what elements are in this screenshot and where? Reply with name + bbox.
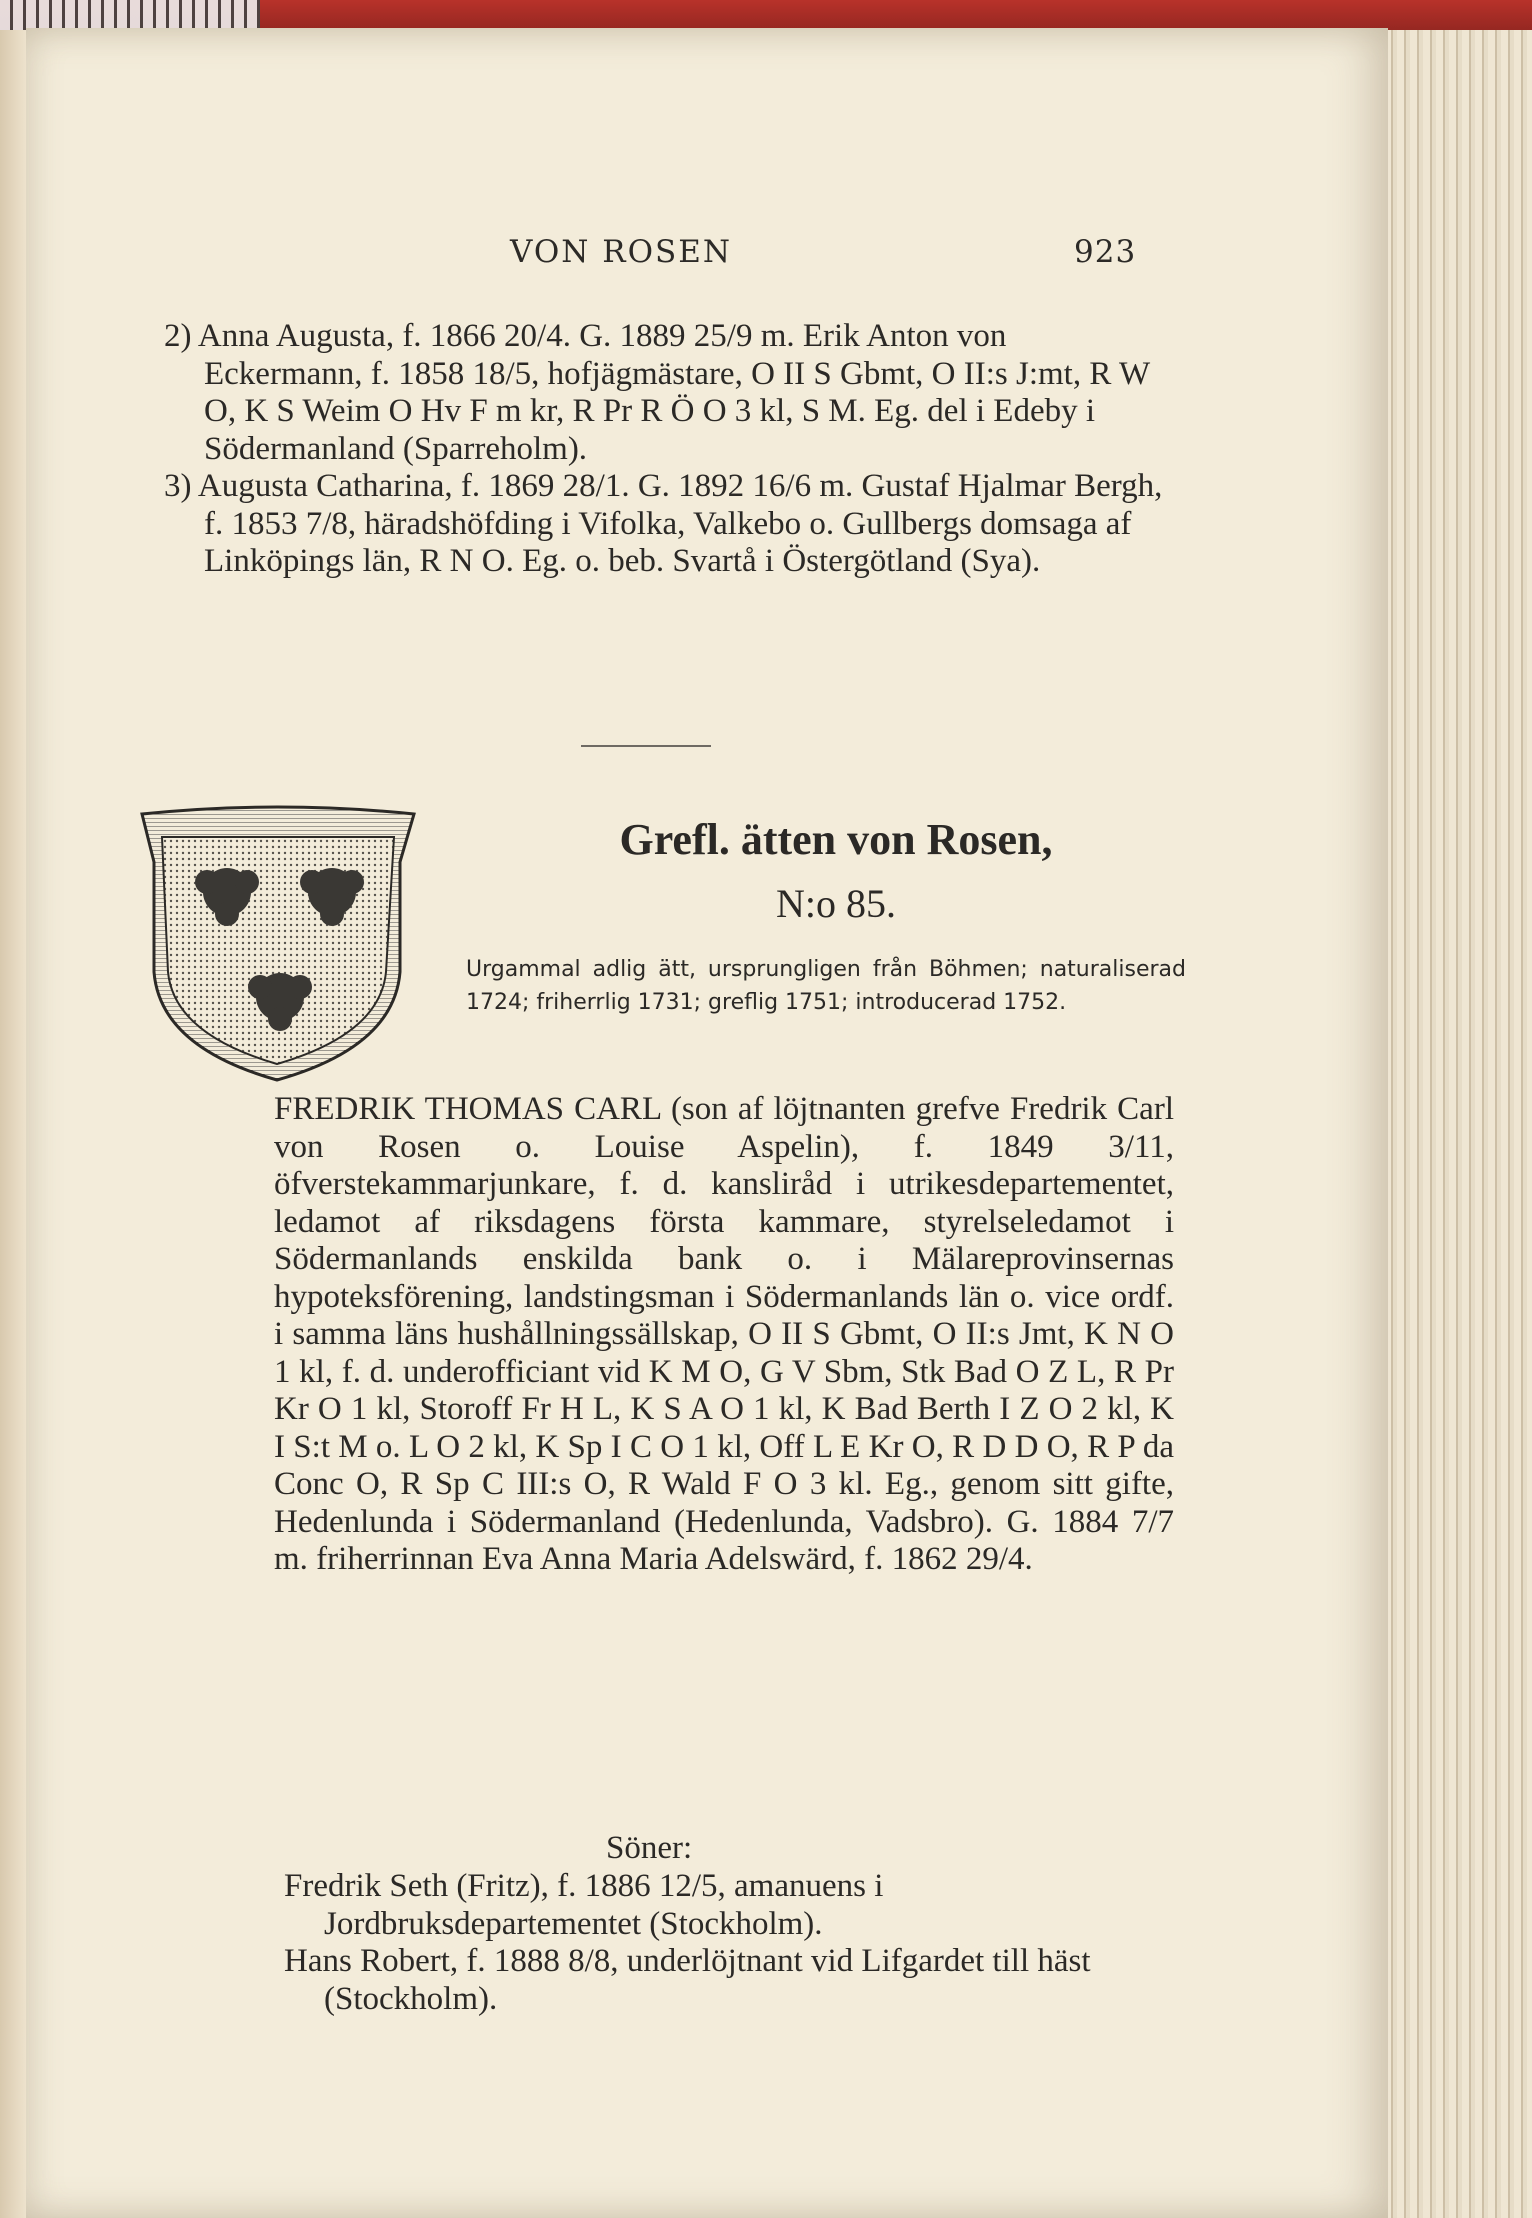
family-description: Urgammal adlig ätt, ursprungligen från Böhmen; naturaliserad 1724; friherrlig 1731; greflig 1751; introducerad 1752. — [466, 957, 1186, 1015]
page-number: 923 — [1074, 234, 1137, 270]
left-page-edge — [0, 30, 28, 2218]
son-entry-fredrik: Fredrik Seth (Fritz), f. 1886 12/5, amanuens i Jordbruksdepartementet (Stockholm). — [284, 1868, 884, 1942]
running-title: VON ROSEN — [510, 234, 732, 270]
family-title: Grefl. ätten von Rosen, — [619, 815, 1053, 864]
daughters-entries — [164, 318, 1164, 581]
entry-augusta-catharina: 3) Augusta Catharina, f. 1869 28/1. G. 1892 16/6 m. Gustaf Hjalmar Bergh, f. 1853 7/8, häradshöfding i Vifolka, Valkebo o. Gullbergs domsaga af Linköpings län, R N O. Eg. o. beb. Svartå i Östergötland (Sya). — [164, 468, 1163, 579]
coat-of-arms-icon — [132, 802, 422, 1087]
sons-list — [284, 1868, 1184, 2018]
main-entry-text: FREDRIK THOMAS CARL (son af löjtnanten grefve Fredrik Carl von Rosen o. Louise Aspelin), f. 1849 3/11, öfverstekammarjunkare, f. d. kansliråd i utrikesdepartementet, ledamot af riksdagens första kammare, styrelseledamot i Södermanlands enskilda bank o. i Mälareprovinsernas hypoteksförening, landstingsman i Södermanlands län o. vice ordf. i samma läns hushållningssällskap, O II S Gbmt, O II:s Jmt, K N O 1 kl, f. d. underofficiant vid K M O, G V Sbm, Stk Bad O Z L, R Pr Kr O 1 kl, Storoff Fr H L, K S A O 1 kl, K Bad Berth I Z O 2 kl, K I S:t M o. L O 2 kl, K Sp I C O 1 kl, Off L E Kr O, R D D O, R P da Conc O, R Sp C III:s O, R Wald F O 3 kl. Eg., genom sitt gifte, Hedenlunda i Södermanland (Hedenlunda, Vadsbro). G. 1884 7/7 m. friherrinnan Eva Anna Maria Adelswärd, f. 1862 29/4. — [274, 1091, 1174, 1577]
section-divider — [581, 745, 711, 747]
son-entry-hans: Hans Robert, f. 1888 8/8, underlöjtnant vid Lifgardet till häst (Stockholm). — [284, 1943, 1091, 2017]
family-number: N:o 85. — [776, 881, 896, 926]
entry-anna-augusta: 2) Anna Augusta, f. 1866 20/4. G. 1889 25/9 m. Erik Anton von Eckermann, f. 1858 18/5, hofjägmästare, O II S Gbmt, O II:s J:mt, R W O, K S Weim O Hv F m kr, R Pr R Ö O 3 kl, S M. Eg. del i Edeby i Södermanland (Sparreholm). — [164, 318, 1150, 467]
main-entry — [274, 1091, 1174, 1579]
book-page — [26, 28, 1388, 2218]
sons-heading: Söner: — [606, 1830, 693, 1866]
